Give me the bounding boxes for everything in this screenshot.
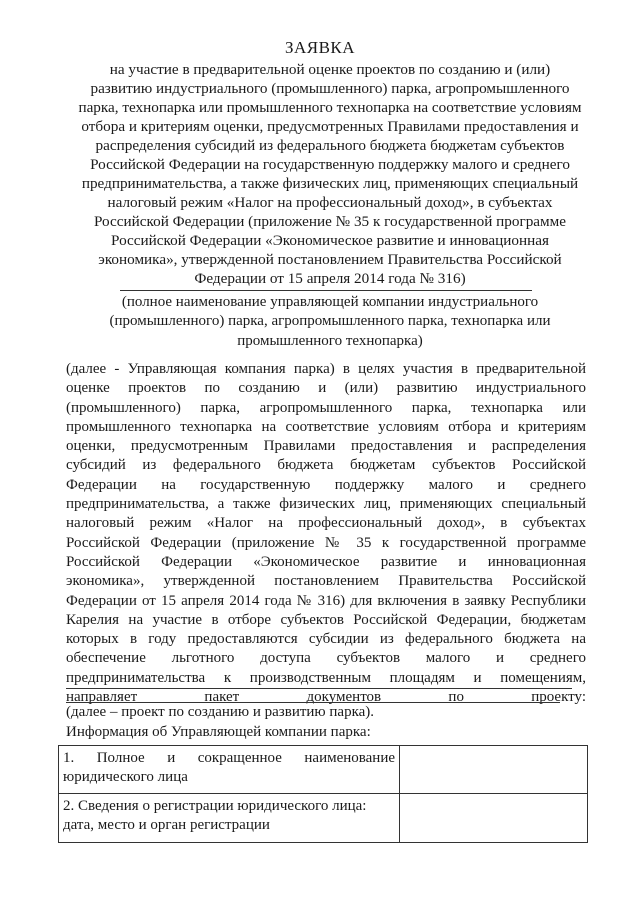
table-question-cell [59, 794, 400, 843]
body-line: экономика», утвержденной постановлением Правительства Российской [66, 573, 586, 590]
body-line: субсидий из федерального бюджета бюджетам субъектов Российской [66, 457, 586, 474]
body-line: оценки, предусмотренным Правилами предоставления и распределения [66, 438, 586, 455]
subtitle-line: Российской Федерации «Экономическое развитие и инновационная [111, 232, 549, 249]
subtitle-line: отбора и критериям оценки, предусмотренных Правилами предоставления и [81, 118, 579, 135]
company-info-table [58, 745, 588, 843]
body-line: Федерации на государственную поддержку малого и среднего [66, 476, 586, 493]
question-line: юридического лица [63, 769, 188, 785]
body-line: Карелия на участие в отборе субъектов Российской Федерации, бюджетам [66, 611, 586, 628]
body-line: (промышленного) парка, агропромышленного парка, технопарка или [66, 399, 586, 416]
after-text [66, 702, 586, 742]
body-line: налоговый режим «Налог на профессиональный доход», в субъектах [66, 515, 586, 532]
project-name-fill-line-1 [66, 688, 572, 689]
caption-line: (промышленного) парка, агропромышленного парка, технопарка или [109, 313, 551, 330]
body-line: оценке проектов по созданию и (или) развитию индустриального [66, 380, 586, 397]
table-row [59, 746, 588, 794]
body-line: направляет пакет документов по проекту: [66, 689, 586, 706]
body-line: Федерации от 15 апреля 2014 года № 316) для включения в заявку Республики [66, 592, 586, 609]
subtitle-line: развитию индустриального (промышленного) парка, агропромышленного [90, 80, 570, 97]
table-row [59, 794, 588, 843]
subtitle-line: экономика», утвержденной постановлением Правительства Российской [98, 251, 562, 268]
project-note: (далее – проект по созданию и развитию парка). [66, 704, 375, 720]
question-line: 1. Полное и сокращенное наименование [63, 750, 396, 766]
subtitle-line: налоговый режим «Налог на профессиональный доход», в субъектах [107, 194, 553, 211]
body-line: обеспечение льготного доступа субъектов малого и среднего [66, 650, 586, 667]
body-line: Российской Федерации «Экономическое развитие и инновационная [66, 553, 586, 570]
question-line: дата, место и орган регистрации [63, 817, 270, 833]
body-line: (далее - Управляющая компания парка) в целях участия в предварительной [66, 361, 586, 377]
subtitle-line: Федерации от 15 апреля 2014 года № 316) [194, 270, 466, 287]
caption-line: промышленного технопарка) [237, 332, 423, 349]
body-line: промышленного технопарка на соответствие условиям отбора и критериям [66, 418, 586, 435]
subtitle-line: предпринимательства, а также физических лиц, применяющих специальный [81, 175, 579, 192]
body-line: Российской Федерации (приложение № 35 к государственной программе [66, 534, 586, 551]
document-title: ЗАЯВКА [284, 38, 356, 57]
company-info-heading: Информация об Управляющей компании парка: [66, 724, 371, 740]
body-line: которых в году предоставляются субсидии из федерального бюджета на [66, 631, 586, 648]
company-name-fill-line [120, 290, 532, 291]
table-question-cell [59, 746, 400, 794]
subtitle-line: Российской Федерации (приложение № 35 к государственной программе [93, 213, 567, 230]
caption-line: (полное наименование управляющей компании индустриального [121, 294, 539, 310]
document-subtitle [70, 60, 590, 288]
subtitle-line: на участие в предварительной оценке проектов по созданию и (или) [109, 61, 551, 78]
table-answer-cell[interactable] [400, 746, 588, 794]
body-line: предпринимательства к производственным площадям и помещениям, [66, 669, 586, 686]
company-name-caption [70, 293, 590, 351]
subtitle-line: парка, технопарка или промышленного технопарка на соответствие условиям [78, 99, 582, 116]
question-line: 2. Сведения о регистрации юридического лица: [63, 798, 367, 814]
subtitle-line: распределения субсидий из федерального бюджета бюджетам субъектов [95, 137, 565, 154]
body-paragraph [66, 360, 586, 707]
body-line: предпринимательства, а также физических лиц, применяющих специальный [66, 496, 586, 513]
subtitle-line: Российской Федерации на государственную поддержку малого и среднего [90, 156, 570, 173]
table-answer-cell[interactable] [400, 794, 588, 843]
